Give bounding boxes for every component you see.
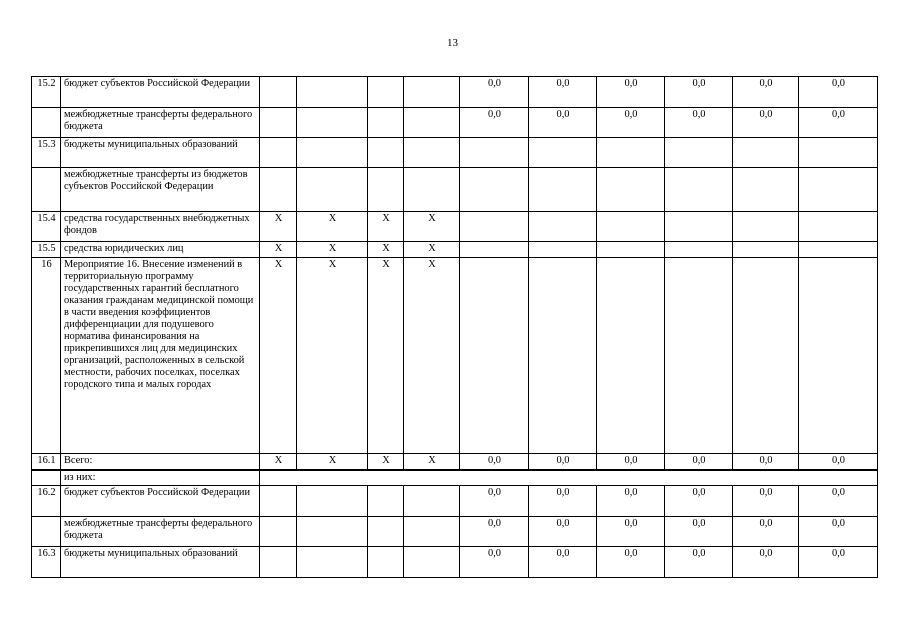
- value-cell: 0,0: [665, 517, 733, 547]
- value-cell: [529, 168, 597, 212]
- row-number-cell: 16.1: [32, 454, 61, 470]
- mark-cell: [260, 486, 297, 517]
- mark-cell: X: [404, 242, 460, 258]
- table-row: [32, 212, 878, 242]
- mark-cell: [260, 168, 297, 212]
- value-cell: 0,0: [799, 486, 878, 517]
- value-cell: 0,0: [665, 486, 733, 517]
- value-cell: 0,0: [799, 77, 878, 108]
- mark-cell: [297, 486, 368, 517]
- table-row: [32, 242, 878, 258]
- mark-cell: X: [260, 454, 297, 470]
- value-cell: [597, 168, 665, 212]
- mark-cell: [368, 108, 404, 138]
- mark-cell: X: [260, 212, 297, 242]
- mark-cell: [260, 108, 297, 138]
- page-number: 13: [447, 37, 458, 49]
- mark-cell: [368, 547, 404, 578]
- value-cell: 0,0: [733, 108, 799, 138]
- value-cell: [529, 212, 597, 242]
- value-cell: 0,0: [733, 454, 799, 470]
- mark-cell: [368, 486, 404, 517]
- mark-cell: [404, 547, 460, 578]
- mark-cell: [368, 517, 404, 547]
- table-row: [32, 470, 878, 486]
- value-cell: 0,0: [529, 517, 597, 547]
- value-cell: [529, 258, 597, 454]
- merged-empty-cell: [260, 470, 878, 486]
- row-number-cell: 15.2: [32, 77, 61, 108]
- value-cell: [733, 212, 799, 242]
- mark-cell: X: [404, 454, 460, 470]
- value-cell: 0,0: [460, 108, 529, 138]
- mark-cell: X: [368, 212, 404, 242]
- mark-cell: [297, 547, 368, 578]
- value-cell: 0,0: [733, 486, 799, 517]
- value-cell: 0,0: [665, 547, 733, 578]
- value-cell: [529, 242, 597, 258]
- value-cell: 0,0: [733, 517, 799, 547]
- value-cell: [733, 138, 799, 168]
- row-description-cell: Всего:: [61, 454, 260, 470]
- table-row: [32, 77, 878, 108]
- row-number-cell: [32, 470, 61, 486]
- value-cell: 0,0: [799, 517, 878, 547]
- budget-table: [31, 76, 878, 578]
- value-cell: 0,0: [529, 454, 597, 470]
- mark-cell: [404, 486, 460, 517]
- mark-cell: [297, 77, 368, 108]
- row-description-cell: межбюджетные трансферты федерального бюджета: [61, 108, 260, 138]
- value-cell: [733, 168, 799, 212]
- row-description-cell: средства государственных внебюджетных фондов: [61, 212, 260, 242]
- table-row: [32, 108, 878, 138]
- value-cell: [460, 138, 529, 168]
- row-number-cell: 16.2: [32, 486, 61, 517]
- value-cell: 0,0: [460, 454, 529, 470]
- row-description-cell: бюджеты муниципальных образований: [61, 547, 260, 578]
- value-cell: [665, 242, 733, 258]
- value-cell: 0,0: [597, 517, 665, 547]
- mark-cell: [368, 168, 404, 212]
- mark-cell: X: [297, 242, 368, 258]
- row-description-cell: бюджет субъектов Российской Федерации: [61, 486, 260, 517]
- row-number-cell: 16.3: [32, 547, 61, 578]
- value-cell: 0,0: [529, 547, 597, 578]
- value-cell: [799, 258, 878, 454]
- mark-cell: [260, 547, 297, 578]
- value-cell: 0,0: [799, 454, 878, 470]
- value-cell: 0,0: [460, 517, 529, 547]
- value-cell: [597, 242, 665, 258]
- value-cell: [799, 168, 878, 212]
- value-cell: 0,0: [597, 454, 665, 470]
- table-row: [32, 168, 878, 212]
- row-number-cell: 16: [32, 258, 61, 454]
- value-cell: [460, 212, 529, 242]
- mark-cell: X: [404, 258, 460, 454]
- mark-cell: [368, 77, 404, 108]
- mark-cell: [297, 138, 368, 168]
- row-number-cell: [32, 168, 61, 212]
- mark-cell: X: [368, 258, 404, 454]
- value-cell: 0,0: [665, 77, 733, 108]
- table-row: [32, 258, 878, 454]
- value-cell: [665, 168, 733, 212]
- mark-cell: [404, 77, 460, 108]
- value-cell: [665, 212, 733, 242]
- table-row: [32, 547, 878, 578]
- row-description-cell: межбюджетные трансферты из бюджетов субъектов Российской Федерации: [61, 168, 260, 212]
- value-cell: 0,0: [460, 486, 529, 517]
- value-cell: 0,0: [529, 77, 597, 108]
- mark-cell: [260, 138, 297, 168]
- mark-cell: X: [404, 212, 460, 242]
- value-cell: [460, 258, 529, 454]
- mark-cell: [368, 138, 404, 168]
- value-cell: 0,0: [597, 547, 665, 578]
- mark-cell: [297, 517, 368, 547]
- value-cell: [799, 242, 878, 258]
- row-description-cell: из них:: [61, 470, 260, 486]
- value-cell: [529, 138, 597, 168]
- value-cell: 0,0: [733, 77, 799, 108]
- table-row: [32, 138, 878, 168]
- mark-cell: [404, 138, 460, 168]
- mark-cell: [297, 168, 368, 212]
- mark-cell: X: [260, 258, 297, 454]
- value-cell: [733, 258, 799, 454]
- row-description-cell: средства юридических лиц: [61, 242, 260, 258]
- value-cell: 0,0: [460, 77, 529, 108]
- table-row: [32, 454, 878, 470]
- table-row: [32, 486, 878, 517]
- value-cell: 0,0: [733, 547, 799, 578]
- value-cell: [597, 212, 665, 242]
- value-cell: 0,0: [597, 486, 665, 517]
- value-cell: [597, 258, 665, 454]
- mark-cell: [404, 517, 460, 547]
- value-cell: 0,0: [529, 108, 597, 138]
- row-number-cell: 15.4: [32, 212, 61, 242]
- mark-cell: [260, 517, 297, 547]
- value-cell: 0,0: [799, 108, 878, 138]
- mark-cell: X: [368, 242, 404, 258]
- value-cell: 0,0: [597, 77, 665, 108]
- value-cell: [460, 168, 529, 212]
- mark-cell: X: [297, 454, 368, 470]
- mark-cell: X: [260, 242, 297, 258]
- row-number-cell: 15.5: [32, 242, 61, 258]
- mark-cell: X: [297, 258, 368, 454]
- value-cell: [733, 242, 799, 258]
- value-cell: 0,0: [665, 108, 733, 138]
- mark-cell: [260, 77, 297, 108]
- mark-cell: [404, 168, 460, 212]
- value-cell: 0,0: [529, 486, 597, 517]
- value-cell: 0,0: [460, 547, 529, 578]
- table-row: [32, 517, 878, 547]
- mark-cell: [297, 108, 368, 138]
- value-cell: [665, 138, 733, 168]
- value-cell: [799, 212, 878, 242]
- row-number-cell: [32, 108, 61, 138]
- value-cell: 0,0: [799, 547, 878, 578]
- value-cell: 0,0: [597, 108, 665, 138]
- row-number-cell: 15.3: [32, 138, 61, 168]
- value-cell: [799, 138, 878, 168]
- value-cell: [665, 258, 733, 454]
- mark-cell: X: [368, 454, 404, 470]
- row-number-cell: [32, 517, 61, 547]
- mark-cell: X: [297, 212, 368, 242]
- row-description-cell: межбюджетные трансферты федерального бюджета: [61, 517, 260, 547]
- row-description-cell: Мероприятие 16. Внесение изменений в территориальную программу государственных гарантий бесплатного оказания гражданам медицинской помощи в части введения коэффициентов дифференциации для подушевого норматива финансирования на прикрепившихся лиц для медицинских организаций, расположенных в сельской местности, рабочих поселках, поселках городского типа и малых городах: [61, 258, 260, 454]
- mark-cell: [404, 108, 460, 138]
- value-cell: 0,0: [665, 454, 733, 470]
- value-cell: [597, 138, 665, 168]
- row-description-cell: бюджеты муниципальных образований: [61, 138, 260, 168]
- row-description-cell: бюджет субъектов Российской Федерации: [61, 77, 260, 108]
- value-cell: [460, 242, 529, 258]
